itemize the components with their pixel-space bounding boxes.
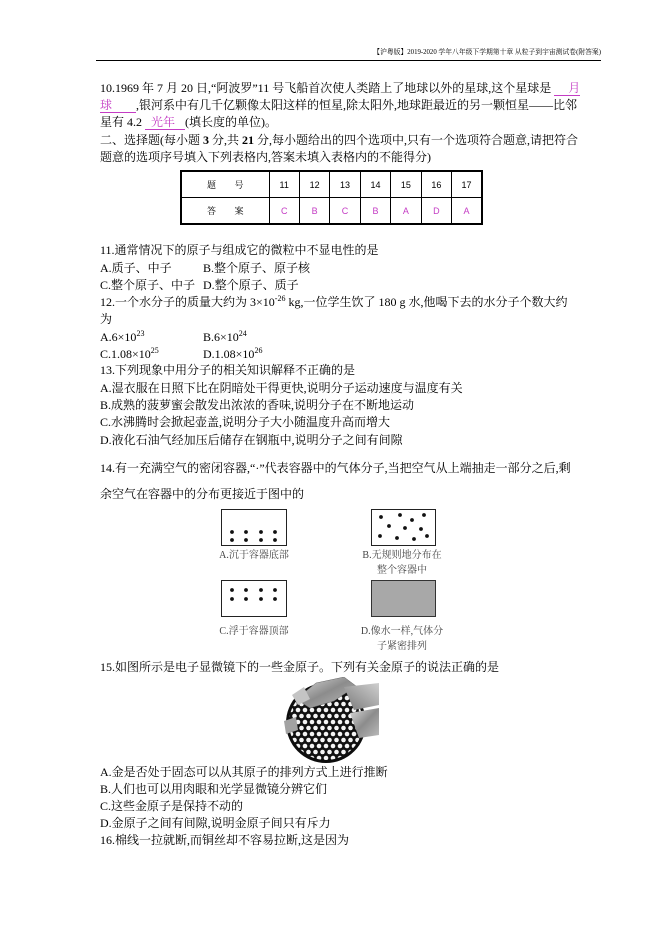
q15-stem: 15.如图所示是电子显微镜下的一些金原子。下列有关金原子的说法正确的是 [100,660,500,674]
container-c-image [221,580,287,617]
q16-stem: 16.棉线一拉就断,而铜丝却不容易拉断,这是因为 [100,833,350,847]
q12-exponent: -26 [274,294,286,303]
option-exponent: 23 [136,329,145,338]
answer-cell: A [452,198,482,225]
q13-option-a: A.湿衣服在日照下比在阴暗处干得更快,说明分子运动速度与温度有关 [100,381,463,395]
answer-cell: A [391,198,421,225]
container-a-image [221,509,287,546]
question-number: 14 [360,171,390,198]
option-base: C.1.08×10 [100,347,151,361]
table-row-numbers [181,171,482,198]
answer-cell: B [299,198,329,225]
q13-option-b: B.成熟的菠萝蜜会散发出浓浓的香味,说明分子在不断地运动 [100,398,415,412]
q12-text: kg,一位学生饮了 180 g 水,他喝下去的水分子个数大约 [285,295,568,309]
q10-line-1 [100,81,580,95]
section2-text: 分,每小题给出的四个选项中,只有一个选项符合题意,请把符合 [254,133,579,147]
q13-option-c: C.水沸腾时会掀起壶盖,说明分子大小随温度升高而增大 [100,415,391,429]
container-b-image [371,509,436,546]
q11-option-c: C.整个原子、中子 [100,278,196,292]
q10-line-2 [100,98,577,112]
q11-option-b: B.整个原子、原子核 [203,261,311,275]
q10-answer-blank-1: 月 [554,81,580,96]
q15-option-a: A.金是否处于固态可以从其原子的排列方式上进行推断 [100,765,388,779]
q13-option-d: D.液化石油气经加压后储存在钢瓶中,说明分子之间有间隙 [100,433,403,447]
q12-option-a [100,330,144,344]
answer-cell: C [330,198,360,225]
header-rule [96,60,601,61]
question-number: 13 [330,171,360,198]
question-number: 11 [269,171,299,198]
answer-cell: D [421,198,451,225]
option-exponent: 25 [150,346,159,355]
q12-option-b [203,330,247,344]
container-d-image [371,580,436,617]
q12-stem-line-1 [100,295,567,309]
points-total: 21 [242,133,255,147]
q14-stem-line-2: 余空气在容器中的分布更接近于图中的 [100,487,305,501]
q11-stem: 11.通常情况下的原子与组成它的微粒中不显电性的是 [100,243,379,257]
caption-c: C.浮于容器顶部 [219,626,289,637]
q15-option-b: B.人们也可以用肉眼和光学显微镜分辨它们 [100,782,328,796]
q10-text: 10.1969 年 7 月 20 日,“阿波罗”11 号飞船首次使人类踏上了地球以外的星球,这个星球是 [100,81,552,95]
question-number: 16 [421,171,451,198]
q13-stem: 13.下列现象中用分子的相关知识解释不正确的是 [100,363,356,377]
page-header-title: 【沪粤版】2019-2020 学年八年级下学期第十章 从粒子到宇宙测试卷(附答案) [373,49,601,56]
caption-b-line-1: B.无规则地分布在 [362,550,442,561]
points-each: 3 [203,133,209,147]
caption-b-line-2: 整个容器中 [377,565,427,576]
answer-cell: B [360,198,390,225]
section2-intro-line-1 [100,133,578,147]
gold-atoms-micrograph [284,677,379,763]
section2-text: 二、选择题(每小题 [100,133,203,147]
option-base: D.1.08×10 [203,347,255,361]
q10-line-3 [100,115,277,129]
answer-table [180,170,483,225]
q10-answer-blank-1-cont: 球 [100,98,136,113]
q10-text: (填长度的单位)。 [185,115,278,129]
caption-d-line-1: D.像水一样,气体分 [360,626,444,637]
q12-text: 12.一个水分子的质量大约为 3×10 [100,295,275,309]
question-number-label: 题 号 [181,171,269,198]
q15-option-c: C.这些金原子是保持不动的 [100,799,244,813]
option-exponent: 24 [238,329,247,338]
q10-text: 星有 4.2 [100,115,143,129]
question-number: 12 [299,171,329,198]
q11-option-a: A.质子、中子 [100,261,172,275]
q11-option-d: D.整个原子、质子 [203,278,299,292]
q14-stem-line-1: 14.有一充满空气的密闭容器,“·”代表容器中的气体分子,当把空气从上端抽走一部分之后,剩 [100,461,571,475]
q12-option-d [203,347,262,361]
option-exponent: 26 [254,346,263,355]
section2-text: 分,共 [209,133,243,147]
q15-option-d: D.金原子之间有间隙,说明金原子间只有斥力 [100,816,331,830]
answer-label: 答 案 [181,198,269,225]
q12-option-c [100,347,159,361]
question-number: 17 [452,171,482,198]
table-row-answers [181,198,482,225]
option-base: A.6×10 [100,330,137,344]
q10-text: ,银河系中有几千亿颗像太阳这样的恒星,除太阳外,地球距最近的另一颗恒星——比邻 [136,98,578,112]
q12-stem-line-2: 为 [100,312,113,326]
section2-intro-line-2: 题意的选项序号填入下列表格内,答案未填入表格内的不能得分) [100,150,431,164]
caption-d-line-2: 子紧密排列 [377,641,427,652]
option-base: B.6×10 [203,330,239,344]
q10-answer-blank-2: 光年 [145,115,185,130]
answer-cell: C [269,198,299,225]
caption-a: A.沉于容器底部 [219,550,289,561]
question-number: 15 [391,171,421,198]
